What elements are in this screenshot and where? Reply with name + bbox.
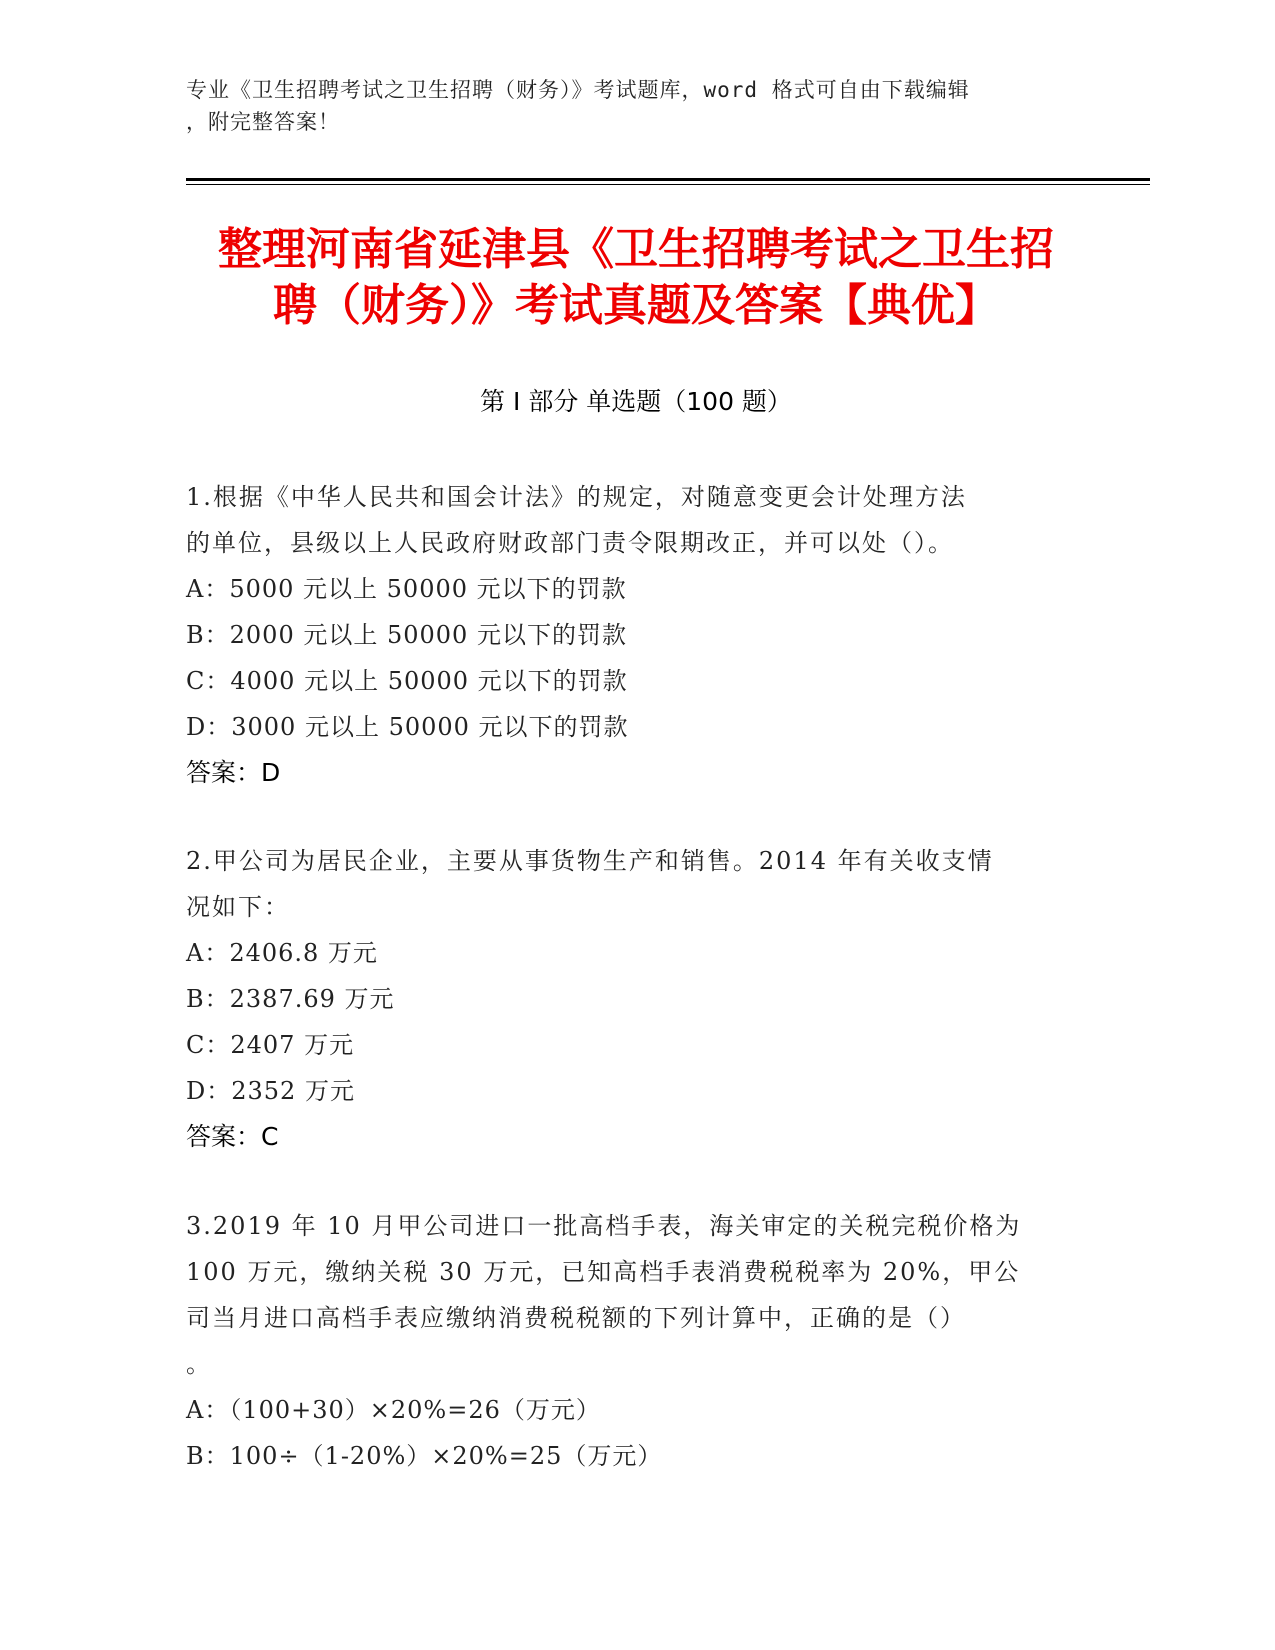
question-text-line: 100 万元，缴纳关税 30 万元，已知高档手表消费税税率为 20%，甲公	[186, 1258, 1021, 1286]
option-d: D：3000 元以上 50000 元以下的罚款	[186, 713, 629, 741]
question-text-line: 的单位，县级以上人民政府财政部门责令限期改正，并可以处（）。	[186, 529, 954, 557]
option-d: D：2352 万元	[186, 1077, 355, 1105]
option-a: A：2406.8 万元	[186, 939, 378, 967]
question-text-line: 2.甲公司为居民企业，主要从事货物生产和销售。2014 年有关收支情	[186, 847, 994, 875]
question-text-line: 1.根据《中华人民共和国会计法》的规定，对随意变更会计处理方法	[186, 483, 967, 511]
question-text-line: 司当月进口高档手表应缴纳消费税税额的下列计算中，正确的是（）	[186, 1304, 966, 1332]
question-text-line: 3.2019 年 10 月甲公司进口一批高档手表，海关审定的关税完税价格为	[186, 1212, 1022, 1240]
option-a: A：（100+30）×20%=26（万元）	[186, 1396, 601, 1424]
header-divider-thick	[186, 178, 1150, 181]
option-b: B：100÷（1-20%）×20%=25（万元）	[186, 1442, 663, 1470]
header-divider-thin	[186, 184, 1150, 185]
page-header	[186, 74, 1066, 138]
header-line-2: ，附完整答案！	[186, 110, 340, 134]
header-line-1: 专业《卫生招聘考试之卫生招聘（财务）》考试题库，word 格式可自由下载编辑	[186, 78, 970, 102]
question-2	[186, 838, 1086, 1160]
title-line-1: 整理河南省延津县《卫生招聘考试之卫生招	[218, 224, 1054, 275]
title-line-2: 聘（财务）》考试真题及答案【典优】	[273, 280, 999, 331]
answer: 答案：C	[186, 1122, 279, 1151]
question-3	[186, 1203, 1086, 1479]
question-1	[186, 474, 1086, 796]
option-c: C：2407 万元	[186, 1031, 355, 1059]
section-heading: 第 I 部分 单选题（100 题）	[480, 387, 792, 416]
option-b: B：2000 元以上 50000 元以下的罚款	[186, 621, 627, 649]
option-a: A：5000 元以上 50000 元以下的罚款	[186, 575, 627, 603]
document-title	[186, 222, 1086, 334]
answer: 答案：D	[186, 758, 281, 787]
question-text-line: 。	[186, 1350, 212, 1378]
option-c: C：4000 元以上 50000 元以下的罚款	[186, 667, 628, 695]
option-b: B：2387.69 万元	[186, 985, 395, 1013]
question-text-line: 况如下：	[186, 893, 290, 921]
